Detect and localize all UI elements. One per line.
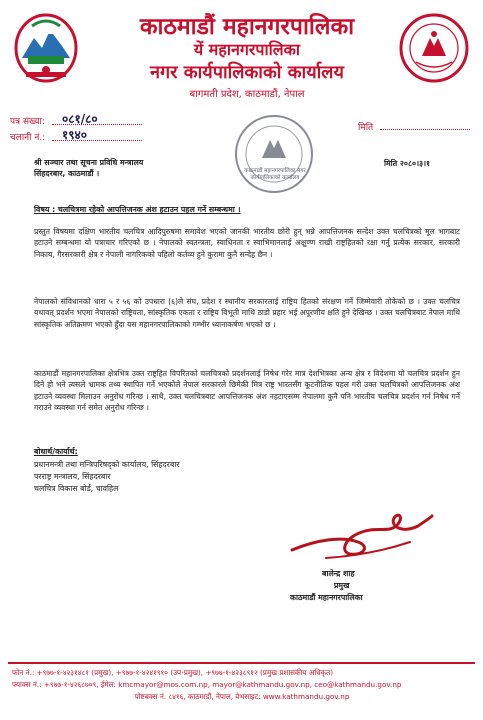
cc-item: प्रधानमन्त्री तथा मन्त्रिपरिषद्को कार्यालय, सिंहदरबार bbox=[34, 460, 180, 469]
footer-phone: फोन नं.: +९७७-१-४२३१४८१ (प्रमुख), +९७७-१-४२४१९१० (उप-प्रमुख), +९७७-१-४२३८९१२ (प्रमुख प्रशासकीय अधिकृत) bbox=[12, 668, 334, 677]
org-name-newari: यें महानगरपालिका bbox=[193, 40, 301, 59]
dispatch-label: चलानी नं.: bbox=[10, 133, 46, 143]
org-name: काठमाडौं महानगरपालिका bbox=[139, 14, 355, 40]
signatory-title: प्रमुख bbox=[334, 581, 350, 590]
body-paragraph-1: प्रस्तुत विषयमा दक्षिण भारतीय चलचित्र आदिपुरुषमा समावेश भएको जानकी भारतीय छोरी हुन् भन्ने आपत्तिजनक सन्देश उक्त चलचित्रको मूल भागबाट हटाउने सम्बन्धमा यो पत्राचार गरिएको छ । नेपालको स्वतन्त्रता, स्वाधिनता र स्वाभिमानलाई अक्षुण्ण राखी राष्ट्रहितको रक्षा गर्नु प्रत्येक सरकार, सरकारी निकाय, गैरसरकारी क्षेत्र र नेपाली नागरिकको पहिलो कर्तव्य हुने कुरामा कुनै सन्देह छैन । bbox=[34, 227, 460, 259]
cc-item: परराष्ट्र मन्त्रालय, सिंहदरबार bbox=[34, 472, 111, 481]
cc-item: चलचित्र विकास बोर्ड, चावहिल bbox=[34, 484, 119, 493]
signatory-name: बालेन्द्र शाह bbox=[322, 569, 355, 578]
cc-label: बोधार्थ/कार्यार्थ: bbox=[34, 447, 78, 456]
subject-line: विषय : चलचित्रमा रहेको आपत्तिजनक अंश हटाउन पहल गर्ने सम्बन्धमा । bbox=[34, 205, 241, 214]
body-paragraph-2: नेपालको संविधानको धारा ५ र ५६ को उपधारा (६)ले संघ, प्रदेश र स्थानीय सरकारलाई राष्ट्रिय हितको संरक्षण गर्ने जिम्मेवारी तोकेको छ । उक्त चलचित्र यथावत् प्रदर्शन भएमा नेपालको राष्ट्रियता, सांस्कृतिक एकता र राष्ट्रिय विभूती माथि ठाडो प्रहार भई अपूरणीय क्षति हुने देखिन्छ । उक्त चलचित्रबाट नेपाल माथि सांस्कृतिक अतिक्रमण भएको हुँदा यस महानगरपालिकाको गम्भीर ध्यानाकर्षण भएको छ । bbox=[34, 297, 460, 329]
date-label: मिति bbox=[358, 123, 374, 133]
kmc-seal-logo bbox=[398, 12, 470, 84]
letter-date: मिति २०८०।३।१ bbox=[384, 159, 431, 168]
letter-no-value: ०८१/८० bbox=[62, 112, 98, 126]
stamp-text: काठमाडौं महानगरपालिका नगर कार्यपालिकाको कार्यालय bbox=[244, 168, 306, 181]
footer-fax-email: फ्याक्स नं.: +९७७-१-४२६८७०९, ईमेल: kmcmayor@mos.com.np, mayor@kathmandu.gov.np, ceo@kathmandu.gov.np bbox=[12, 680, 402, 689]
handwritten-signature bbox=[286, 506, 436, 566]
nepal-emblem-logo bbox=[12, 12, 80, 84]
signatory-org: काठमाडौं महानगरपालिका bbox=[290, 593, 363, 602]
footer-postbox-website: पोष्टबक्स नं. ८४१६, काठमाडौं, नेपाल, वेभसाइट: www.kathmandu.gov.np bbox=[134, 692, 350, 701]
date-underline bbox=[380, 129, 470, 130]
dispatch-value: १९४० bbox=[62, 128, 87, 142]
footer-divider bbox=[8, 662, 475, 664]
body-paragraph-3: काठमाडौं महानगरपालिका क्षेत्रभित्र उक्त राष्ट्रहित विपरितको चलचित्रको प्रदर्शनलाई निषेध गरेर मात्र देशभित्रका अन्य क्षेत्र र विदेशमा यो चलचित्र प्रदर्शन हुन दिने हो भने त्यसले भ्रामक तथ्य स्थापित गर्ने भएकोले नेपाल सरकारले छिमेकी मित्र राष्ट्र भारतसँग कूटनीतिक पहल गरी उक्त चलचित्रको आपत्तिजनक अंश हटाउने व्यवस्था मिलाउन अनुरोध गरिन्छ । साथै, उक्त चलचित्रबाट आपत्तिजनक अंश नहटाएसम्म नेपालमा कुनै पनि भारतीय चलचित्र प्रदर्शन गर्न निषेध गर्ने गराउने व्यवस्था गर्न समेत अनुरोध गरिन्छ । bbox=[34, 369, 460, 413]
recipient-line-1: श्री सञ्चार तथा सूचना प्रविधि मन्त्रालय bbox=[34, 158, 144, 167]
office-address: बागमती प्रदेश, काठमाडौं, नेपाल bbox=[189, 89, 305, 100]
office-stamp bbox=[232, 112, 316, 196]
letter-no-label: पत्र संख्या: bbox=[10, 117, 45, 127]
recipient-line-2: सिंहदरबार, काठमाडौं । bbox=[34, 169, 100, 178]
office-title: नगर कार्यपालिकाको कार्यालय bbox=[150, 62, 344, 83]
